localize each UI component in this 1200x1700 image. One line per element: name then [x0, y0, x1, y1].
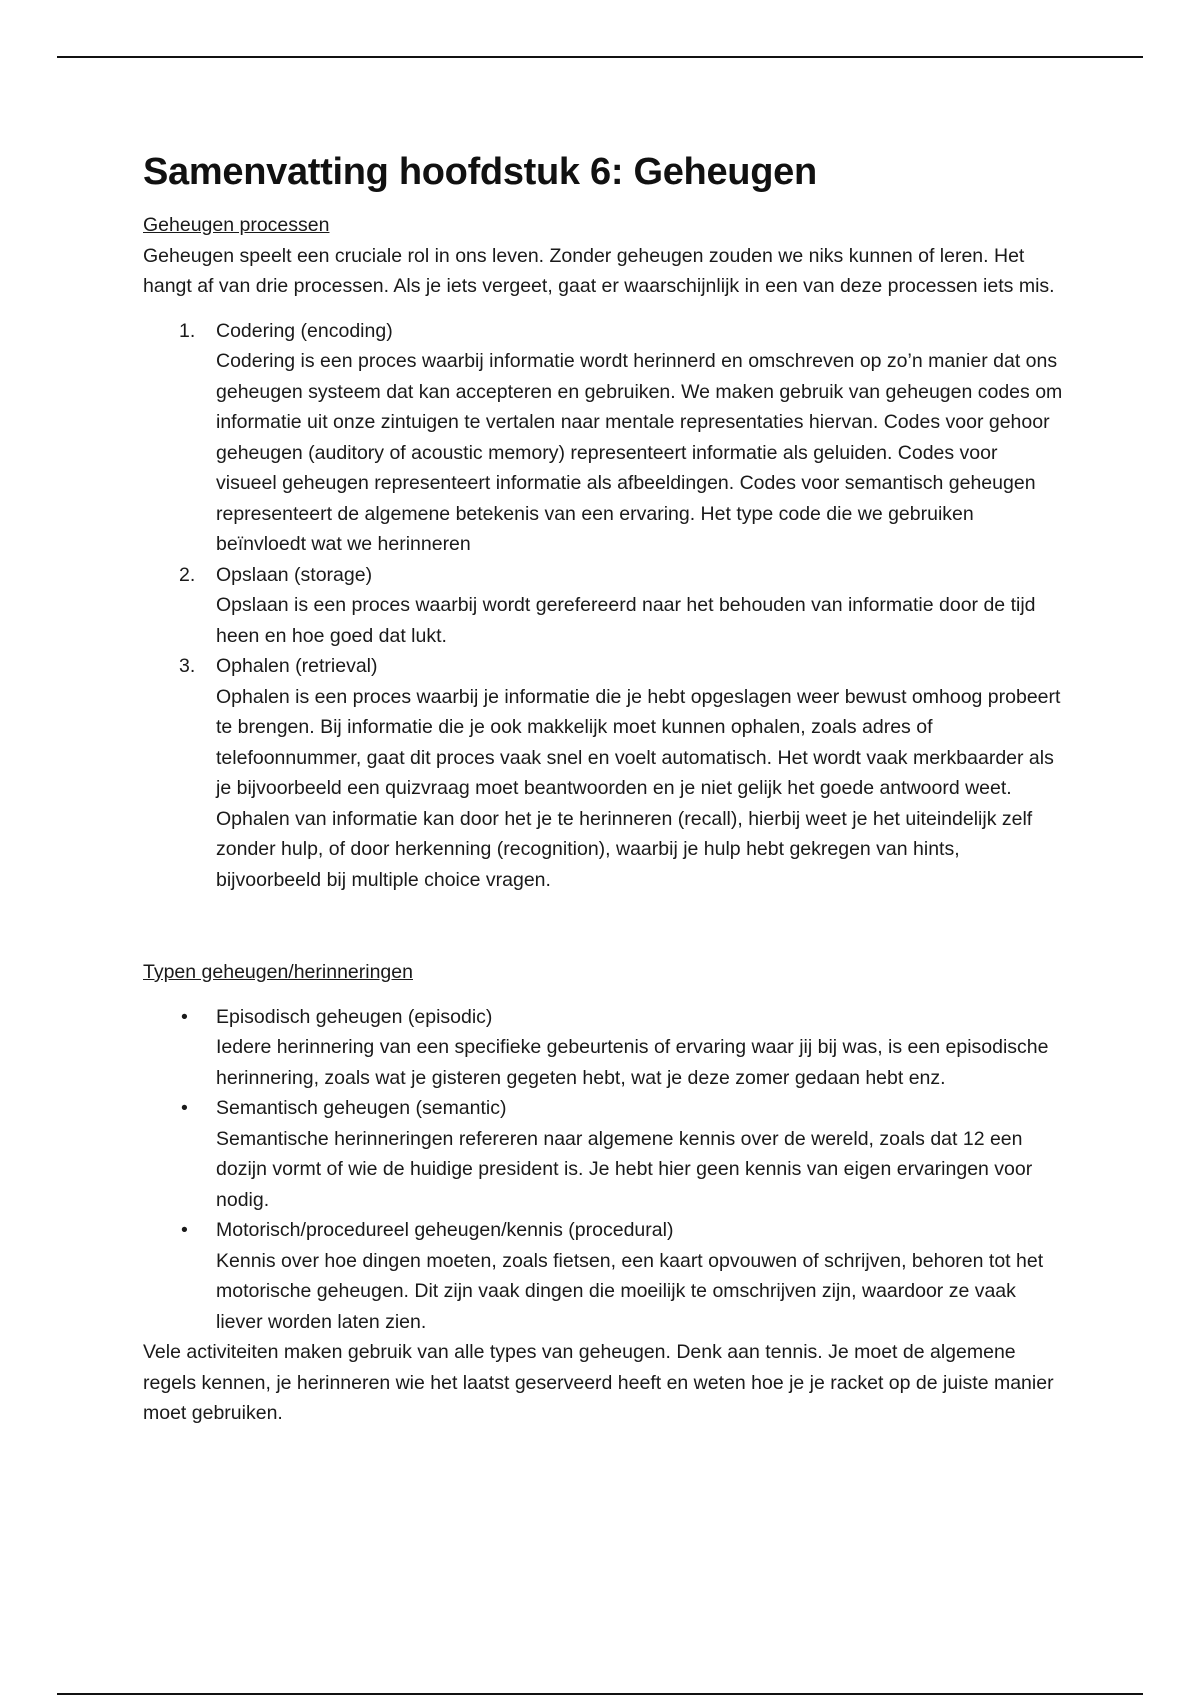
section-heading-processes: Geheugen processen — [143, 214, 330, 236]
footer-rule — [57, 1693, 1143, 1695]
document-page — [143, 148, 1063, 1429]
process-item-encoding — [143, 316, 1063, 560]
process-title: Ophalen (retrieval) — [216, 655, 378, 677]
processes-intro: Geheugen speelt een cruciale rol in ons leven. Zonder geheugen zouden we niks kunnen of leren. Het hangt af van drie processen. Als je iets vergeet, gaat er waarschijnlijk in een van deze processen iets mis. — [143, 244, 1055, 297]
bullet-icon: • — [181, 1005, 188, 1028]
memory-type-text: Iedere herinnering van een specifieke gebeurtenis of ervaring waar jij bij was, is een episodische herinnering, zoals wat je gisteren gegeten hebt, wat je deze zomer gedaan hebt enz. — [216, 1036, 1049, 1089]
process-item-retrieval — [143, 651, 1063, 895]
process-item-storage — [143, 560, 1063, 652]
list-number: 2. — [179, 563, 196, 586]
process-title: Opslaan (storage) — [216, 563, 373, 586]
process-text: Codering is een proces waarbij informatie wordt herinnerd en omschreven op zo’n manier dat ons geheugen systeem dat kan accepteren en gebruiken. We maken gebruik van geheugen codes om informatie uit onze zintuigen te vertalen naar mentale representaties hiervan. Codes voor gehoor geheugen (auditory of acoustic memory) representeert informatie als geluiden. Codes voor visueel geheugen representeert informatie als afbeeldingen. Codes voor semantisch geheugen representeert de algemene betekenis van een ervaring. Het type code die we gebruiken beïnvloedt wat we herinneren — [216, 350, 1063, 555]
memory-type-procedural — [143, 1215, 1063, 1337]
memory-type-semantic — [143, 1093, 1063, 1215]
memory-type-text: Semantische herinneringen refereren naar algemene kennis over de wereld, zoals dat 12 een dozijn vormt of wie de huidige president is. Je hebt hier geen kennis van eigen ervaringen voor nodig. — [216, 1127, 1033, 1211]
list-number: 3. — [179, 655, 196, 677]
process-text: Opslaan is een proces waarbij wordt gerefereerd naar het behouden van informatie door de tijd heen en hoe goed dat lukt. — [216, 594, 1036, 647]
section-heading-types: Typen geheugen/herinneringen — [143, 961, 413, 983]
process-title: Codering (encoding) — [216, 319, 393, 342]
memory-type-episodic — [143, 1002, 1063, 1094]
process-list — [143, 316, 1063, 896]
bullet-icon: • — [181, 1219, 188, 1241]
bullet-icon: • — [181, 1097, 188, 1119]
process-text: Ophalen is een proces waarbij je informatie die je hebt opgeslagen weer bewust omhoog probeert te brengen. Bij informatie die je ook makkelijk moet kunnen ophalen, zoals adres of telefoonnummer, gaat dit proces vaak snel en voelt automatisch. Het wordt vaak merkbaarder als je bijvoorbeeld een quizvraag moet beantwoorden en je niet gelijk het goede antwoord weet. Ophalen van informatie kan door het je te herinneren (recall), hierbij weet je het uiteindelijk zelf zonder hulp, of door herkenning (recognition), waarbij je hulp hebt gekregen van hints, bijvoorbeeld bij multiple choice vragen. — [216, 685, 1061, 891]
header-rule — [57, 56, 1143, 58]
memory-type-title: Motorisch/procedureel geheugen/kennis (procedural) — [216, 1219, 674, 1241]
page-title: Samenvatting hoofdstuk 6: Geheugen — [143, 151, 817, 193]
closing-paragraph: Vele activiteiten maken gebruik van alle types van geheugen. Denk aan tennis. Je moet de algemene regels kennen, je herinneren wie het laatst geserveerd heeft en weten hoe je je racket op de juiste manier moet gebruiken. — [143, 1341, 1054, 1424]
memory-type-title: Episodisch geheugen (episodic) — [216, 1005, 493, 1028]
memory-types-list — [143, 1002, 1063, 1338]
list-number: 1. — [179, 319, 196, 342]
memory-type-text: Kennis over hoe dingen moeten, zoals fietsen, een kaart opvouwen of schrijven, behoren tot het motorische geheugen. Dit zijn vaak dingen die moeilijk te omschrijven zijn, waardoor ze vaak liever worden laten zien. — [216, 1249, 1044, 1333]
section-spacer — [143, 895, 1063, 957]
memory-type-title: Semantisch geheugen (semantic) — [216, 1097, 507, 1119]
